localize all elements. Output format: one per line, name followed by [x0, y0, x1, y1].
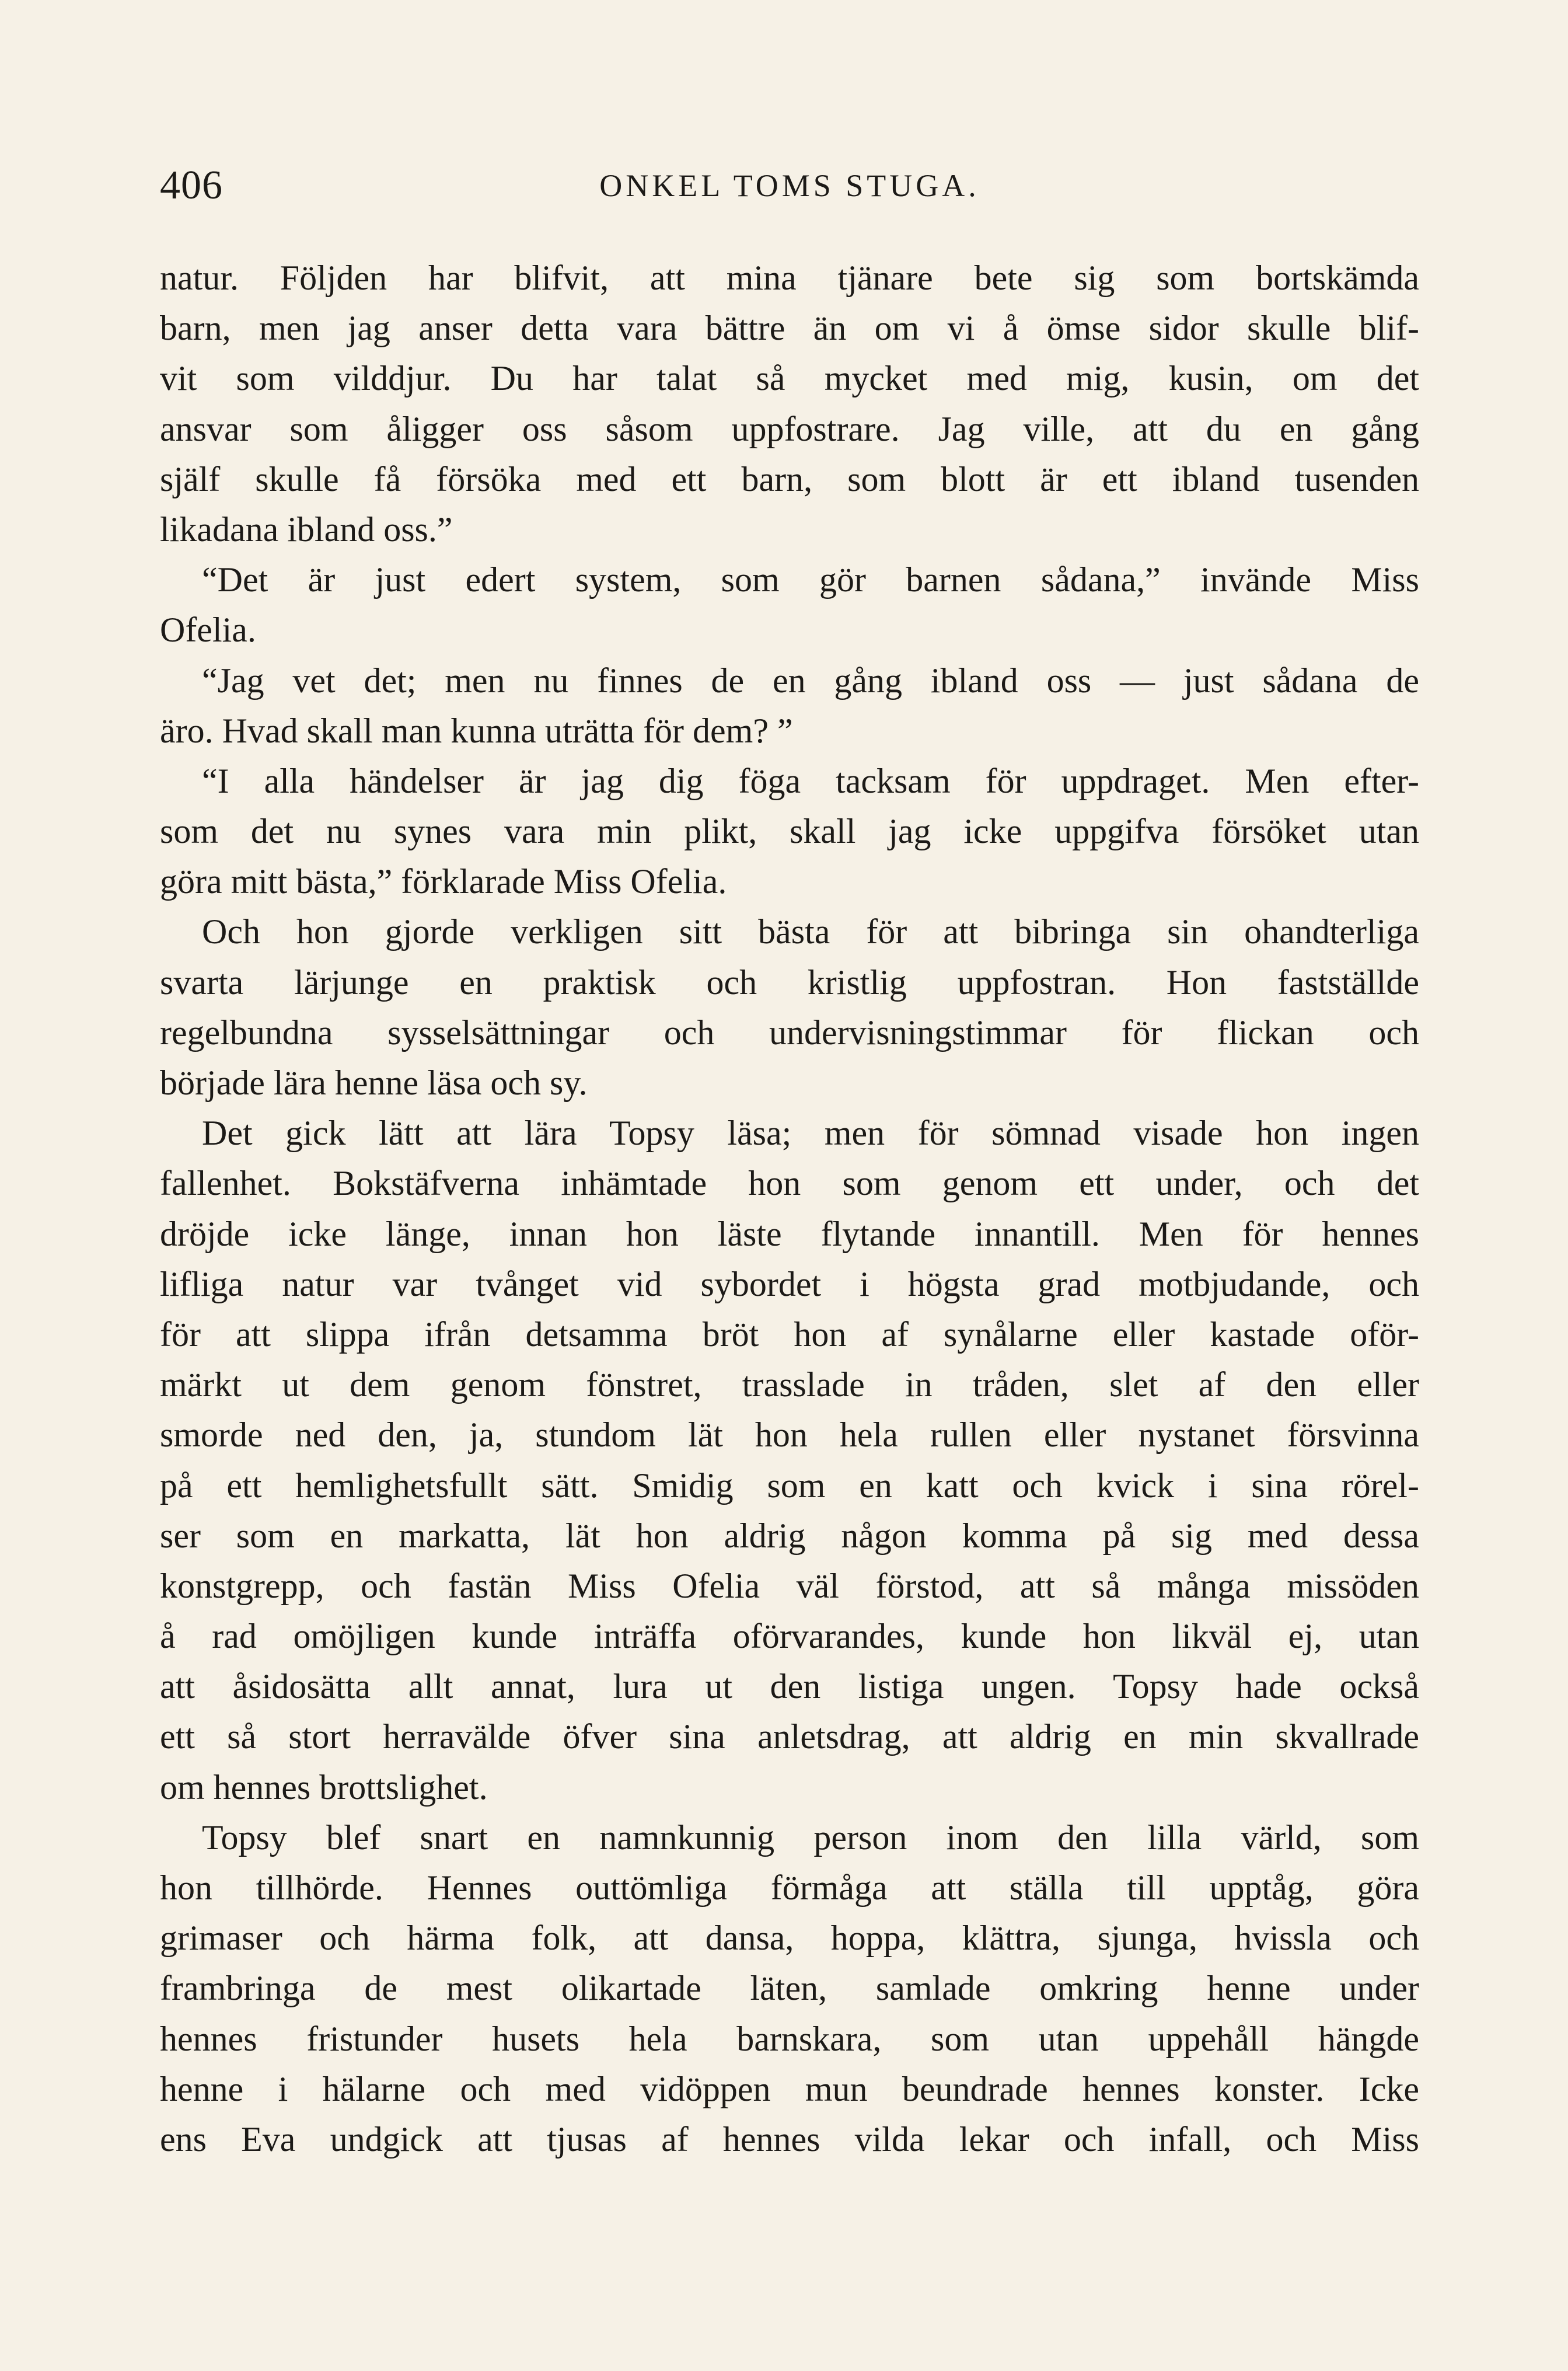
- text-line: Ofelia.: [160, 611, 256, 650]
- body-text: [160, 253, 1419, 2196]
- text-line: grimaser och härma folk, att dansa, hoppa, klättra, sjunga, hvissla och: [160, 1919, 1419, 1958]
- text-line: började lära henne läsa och sy.: [160, 1064, 588, 1102]
- text-line: Det gick lätt att lära Topsy läsa; men för sömnad visade hon ingen: [202, 1114, 1419, 1153]
- text-line: ser som en markatta, lät hon aldrig någon komma på sig med dessa: [160, 1516, 1419, 1555]
- text-line: vit som vilddjur. Du har talat så mycket med mig, kusin, om det: [160, 359, 1419, 398]
- running-title: ONKEL TOMS STUGA.: [599, 168, 980, 203]
- text-line: fallenhet. Bokstäfverna inhämtade hon som genom ett under, och det: [160, 1164, 1419, 1203]
- text-line: om hennes brottslighet.: [160, 1767, 488, 1807]
- text-line: lifliga natur var tvånget vid sybordet i högsta grad motbjudande, och: [160, 1264, 1419, 1303]
- text-line: konstgrepp, och fastän Miss Ofelia väl förstod, att så många missöden: [160, 1566, 1419, 1605]
- text-line: att åsidosätta allt annat, lura ut den listiga ungen. Topsy hade också: [160, 1667, 1419, 1706]
- text-line: regelbundna sysselsättningar och undervisningstimmar för flickan och: [160, 1013, 1419, 1052]
- text-line: Och hon gjorde verkligen sitt bästa för att bibringa sin ohandterliga: [202, 912, 1419, 951]
- text-line: ens Eva undgick att tjusas af hennes vilda lekar och infall, och Miss: [160, 2119, 1419, 2159]
- text-line: “Det är just edert system, som gör barnen sådana,” invände Miss: [202, 560, 1419, 599]
- text-line: ett så stort herravälde öfver sina anletsdrag, att aldrig en min skvallrade: [160, 1717, 1419, 1756]
- running-head: [160, 156, 1419, 215]
- text-line: henne i hälarne och med vidöppen mun beundrade hennes konster. Icke: [160, 2069, 1419, 2108]
- text-line: hon tillhörde. Hennes outtömliga förmåga att ställa till upptåg, göra: [160, 1868, 1419, 1907]
- text-line: frambringa de mest olikartade läten, samlade omkring henne under: [160, 1969, 1419, 2008]
- text-line: som det nu synes vara min plikt, skall jag icke uppgifva försöket utan: [160, 812, 1419, 851]
- text-line: själf skulle få försöka med ett barn, som blott är ett ibland tusenden: [160, 459, 1419, 498]
- text-line: smorde ned den, ja, stundom lät hon hela rullen eller nystanet försvinna: [160, 1415, 1419, 1455]
- text-line: “I alla händelser är jag dig föga tacksam för uppdraget. Men efter-: [202, 761, 1419, 800]
- text-line: likadana ibland oss.”: [160, 510, 453, 549]
- text-line: “Jag vet det; men nu finnes de en gång ibland oss — just sådana de: [202, 661, 1419, 700]
- text-line: märkt ut dem genom fönstret, trasslade in tråden, slet af den eller: [160, 1365, 1419, 1404]
- text-line: på ett hemlighetsfullt sätt. Smidig som en katt och kvick i sina rörel-: [160, 1466, 1419, 1505]
- text-line: göra mitt bästa,” förklarade Miss Ofelia.: [160, 862, 727, 901]
- text-line: natur. Följden har blifvit, att mina tjänare bete sig som bortskämda: [160, 259, 1419, 297]
- text-line: dröjde icke länge, innan hon läste flytande innantill. Men för hennes: [160, 1214, 1419, 1253]
- text-line: Topsy blef snart en namnkunnig person inom den lilla värld, som: [202, 1818, 1419, 1857]
- page-number: 406: [160, 163, 223, 208]
- text-line: för att slippa ifrån detsamma bröt hon af synålarne eller kastade oför-: [160, 1314, 1419, 1354]
- text-line: barn, men jag anser detta vara bättre än om vi å ömse sidor skulle blif-: [160, 309, 1419, 348]
- text-line: ansvar som åligger oss såsom uppfostrare. Jag ville, att du en gång: [160, 409, 1419, 448]
- text-line: hennes fristunder husets hela barnskara, som utan uppehåll hängde: [160, 2019, 1419, 2058]
- text-line: svarta lärjunge en praktisk och kristlig uppfostran. Hon fastställde: [160, 963, 1419, 1002]
- text-line: å rad omöjligen kunde inträffa oförvarandes, kunde hon likväl ej, utan: [160, 1617, 1419, 1656]
- text-line: äro. Hvad skall man kunna uträtta för dem? ”: [160, 711, 793, 750]
